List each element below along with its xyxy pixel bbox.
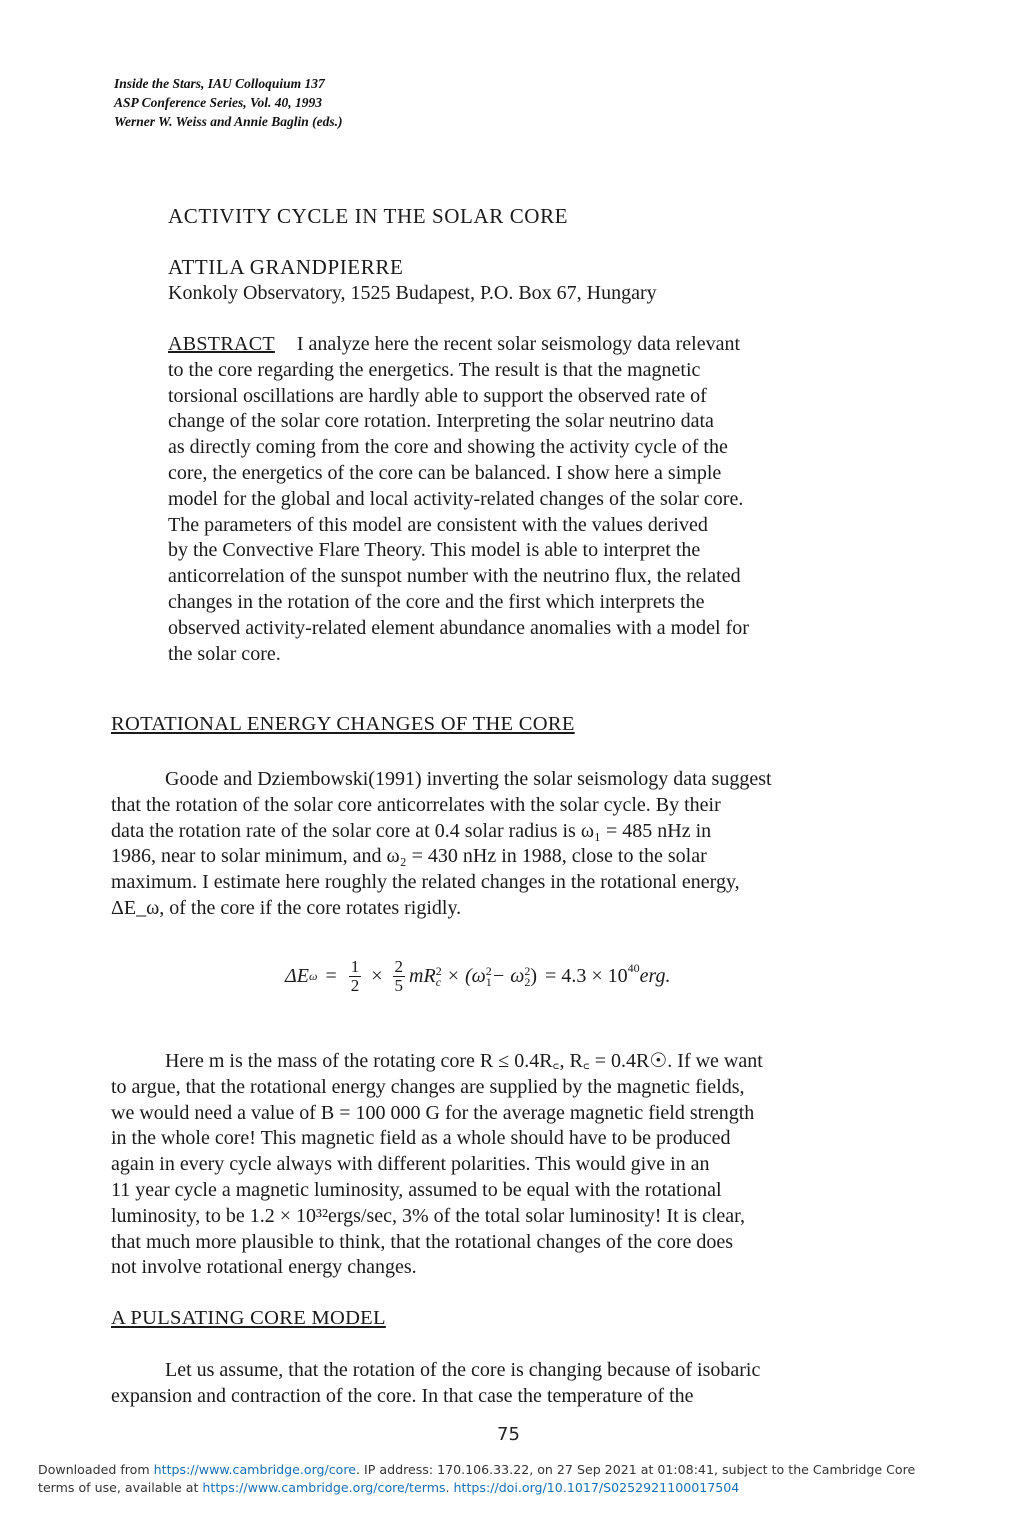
eq-mass: m	[409, 965, 424, 987]
footer-text: Downloaded from	[38, 1462, 154, 1477]
cambridge-core-link[interactable]: https://www.cambridge.org/core	[153, 1462, 357, 1477]
paragraph-magnetic-field	[111, 1049, 911, 1281]
paragraph-line: data the rotation rate of the solar core at 0.4 solar radius is ω₁ = 485 nHz in	[111, 819, 712, 842]
abstract-line: core, the energetics of the core can be balanced. I show here a simple	[168, 461, 722, 484]
paragraph-line: in the whole core! This magnetic field as a whole should have to be produced	[111, 1127, 731, 1150]
paragraph-line: Here m is the mass of the rotating core R ≤ 0.4R꜀, R꜀ = 0.4R☉. If we want	[165, 1050, 763, 1072]
running-head-line-1: Inside the Stars, IAU Colloquium 137	[114, 76, 325, 91]
footer-text: terms of use, available at	[38, 1480, 203, 1495]
eq-radius-sub: c	[435, 974, 442, 989]
eq-omega1: (ω	[464, 965, 486, 987]
eq-paren-close: )	[530, 965, 538, 987]
paragraph-line: Goode and Dziembowski(1991) inverting the solar seismology data suggest	[165, 768, 772, 790]
cambridge-terms-link[interactable]: https://www.cambridge.org/core/terms	[202, 1480, 446, 1495]
download-footer	[38, 1461, 915, 1497]
abstract-line: anticorrelation of the sunspot number with the neutrino flux, the related	[168, 565, 741, 588]
eq-radius: R	[423, 965, 436, 987]
eq-times: ×	[447, 965, 459, 987]
fraction-two-fifths	[393, 958, 406, 995]
abstract-line: model for the global and local activity-related changes of the solar core.	[168, 487, 744, 510]
eq-omega2-sub: 2	[524, 974, 531, 989]
eq-radius-sup: 2	[435, 963, 442, 978]
abstract-line: torsional oscillations are hardly able to support the observed rate of	[168, 384, 707, 407]
paragraph-line: luminosity, to be 1.2 × 10³²ergs/sec, 3% of the total solar luminosity! It is clear,	[111, 1204, 746, 1227]
abstract-line: observed activity-related element abundance anomalies with a model for	[168, 616, 749, 639]
paragraph-line: Let us assume, that the rotation of the core is changing because of isobaric	[165, 1359, 761, 1381]
author-affiliation: Konkoly Observatory, 1525 Budapest, P.O. Box 67, Hungary	[168, 282, 657, 304]
eq-result: = 4.3 × 10	[545, 965, 628, 987]
section-heading-rotational-energy: ROTATIONAL ENERGY CHANGES OF THE CORE	[111, 713, 575, 735]
author-name: ATTILA GRANDPIERRE	[168, 255, 404, 279]
abstract-line: change of the solar core rotation. Interpreting the solar neutrino data	[168, 410, 714, 433]
frac-den: 5	[394, 976, 404, 995]
eq-exponent: 40	[627, 961, 640, 975]
paragraph-line: again in every cycle always with different polarities. This would give in an	[111, 1153, 710, 1176]
rotational-energy-equation	[285, 958, 671, 995]
frac-den: 2	[350, 976, 360, 995]
eq-lhs-sub: ω	[308, 969, 318, 983]
eq-times: ×	[371, 965, 383, 987]
abstract-line: changes in the rotation of the core and the first which interprets the	[168, 590, 705, 613]
eq-unit: erg.	[639, 965, 671, 987]
page-number: 75	[497, 1424, 520, 1445]
abstract-line: The parameters of this model are consistent with the values derived	[168, 513, 708, 536]
abstract	[168, 332, 908, 667]
footer-text: . IP address: 170.106.33.22, on 27 Sep 2021 at 01:08:41, subject to the Cambridge Core	[356, 1462, 916, 1477]
paragraph-line: that the rotation of the solar core anticorrelates with the solar cycle. By their	[111, 793, 721, 816]
abstract-line: I analyze here the recent solar seismology data relevant	[296, 333, 740, 355]
abstract-line: to the core regarding the energetics. The result is that the magnetic	[168, 358, 701, 381]
abstract-line: as directly coming from the core and showing the activity cycle of the	[168, 436, 728, 459]
eq-omega1-sub: 1	[485, 974, 492, 989]
eq-omega2-sup: 2	[524, 963, 531, 978]
footer-text: .	[445, 1480, 454, 1495]
paragraph-pulsating-core	[111, 1358, 911, 1410]
paragraph-line: 11 year cycle a magnetic luminosity, assumed to be equal with the rotational	[111, 1178, 722, 1201]
doi-link[interactable]: https://doi.org/10.1017/S0252921100017504	[453, 1480, 740, 1495]
paragraph-line: maximum. I estimate here roughly the related changes in the rotational energy,	[111, 871, 740, 894]
frac-num: 1	[350, 957, 360, 976]
running-head-line-3: Werner W. Weiss and Annie Baglin (eds.)	[114, 114, 343, 129]
abstract-label: ABSTRACT	[168, 333, 275, 355]
paragraph-line: that much more plausible to think, that the rotational changes of the core does	[111, 1230, 734, 1253]
paragraph-rotation-data	[111, 767, 911, 922]
paragraph-line: expansion and contraction of the core. In that case the temperature of the	[111, 1384, 694, 1407]
abstract-line: by the Convective Flare Theory. This model is able to interpret the	[168, 539, 701, 562]
running-head-line-2: ASP Conference Series, Vol. 40, 1993	[114, 95, 323, 110]
paragraph-line: not involve rotational energy changes.	[111, 1256, 417, 1279]
eq-omega1-sup: 2	[485, 963, 492, 978]
paragraph-line: 1986, near to solar minimum, and ω₂ = 430 nHz in 1988, close to the solar	[111, 845, 707, 868]
frac-num: 2	[394, 957, 404, 976]
eq-lhs: ΔE	[285, 965, 309, 987]
abstract-line: the solar core.	[168, 642, 281, 665]
paper-title: ACTIVITY CYCLE IN THE SOLAR CORE	[168, 204, 569, 228]
eq-equals: =	[325, 965, 337, 987]
paragraph-line: to argue, that the rotational energy changes are supplied by the magnetic fields,	[111, 1075, 745, 1098]
section-heading-pulsating-core: A PULSATING CORE MODEL	[111, 1307, 386, 1329]
running-head	[114, 74, 343, 131]
paragraph-line: we would need a value of B = 100 000 G for the average magnetic field strength	[111, 1101, 755, 1124]
eq-omega2: − ω	[491, 965, 525, 987]
fraction-one-half	[349, 958, 362, 995]
paragraph-line: ΔE_ω, of the core if the core rotates rigidly.	[111, 896, 462, 919]
